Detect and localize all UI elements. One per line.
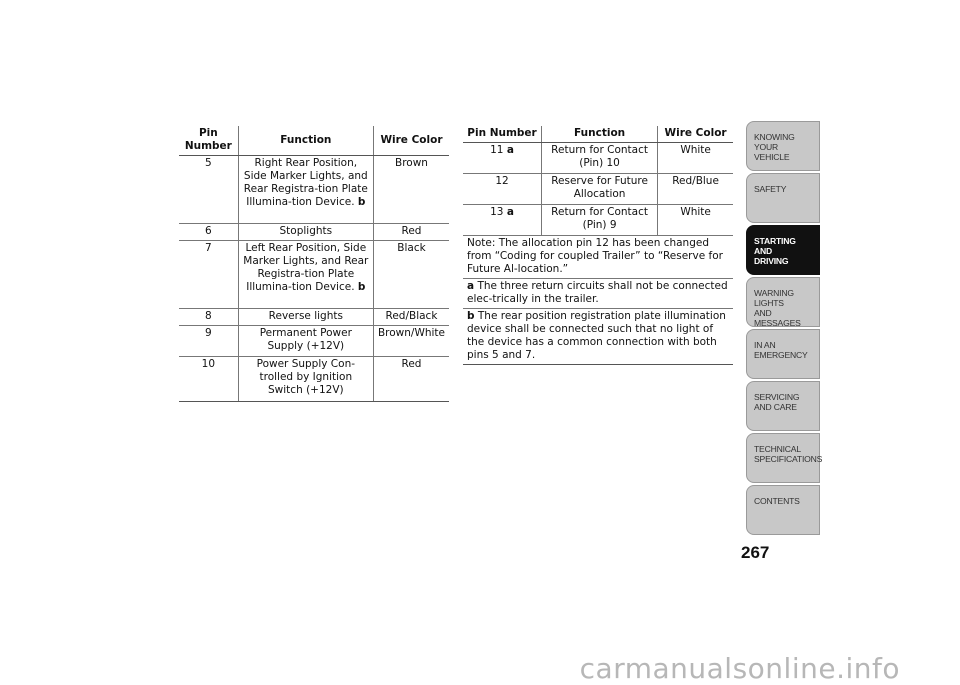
footnote-row [463,309,733,365]
pin-cell: 6 [179,224,238,241]
pin-table-left [179,126,449,402]
function-cell: Power Supply Con-trolled by Ignition Switch (+12V) [238,357,373,402]
function-cell: Right Rear Position, Side Marker Lights, and Rear Registra-tion Plate Illumina-tion Device. b [238,156,373,224]
function-cell: Stoplights [238,224,373,241]
tab-starting-and-driving[interactable]: STARTING AND DRIVING [746,225,820,275]
tab-knowing-your-vehicle[interactable]: KNOWING YOUR VEHICLE [746,121,820,171]
pin-cell: 10 [179,357,238,402]
pin-table-right [463,126,733,365]
wire-color-cell: White [658,143,733,174]
header-pin-number: Pin Number [179,126,238,156]
table-row [179,326,449,357]
function-cell: Left Rear Position, Side Marker Lights, and Rear Registra-tion Plate Illumina-tion Device. b [238,241,373,309]
header-function: Function [542,126,658,143]
footnote-a: a The three return circuits shall not be connected elec-trically in the trailer. [463,279,733,309]
footnote-row [463,279,733,309]
pin-cell: 5 [179,156,238,224]
pin-cell: 7 [179,241,238,309]
pin-cell: 13 a [463,205,542,236]
wire-color-cell: Red/Blue [658,174,733,205]
wire-color-cell: Brown/White [373,326,449,357]
wire-color-cell: Red/Black [373,309,449,326]
table-row [463,174,733,205]
page-number: 267 [741,543,770,562]
wire-color-cell: Brown [373,156,449,224]
pin-cell: 9 [179,326,238,357]
table-row [179,156,449,224]
tab-technical-specifications[interactable]: TECHNICAL SPECIFICATIONS [746,433,820,483]
header-wire-color: Wire Color [373,126,449,156]
function-cell: Permanent Power Supply (+12V) [238,326,373,357]
function-cell: Reserve for Future Allocation [542,174,658,205]
header-function: Function [238,126,373,156]
wire-color-cell: White [658,205,733,236]
header-wire-color: Wire Color [658,126,733,143]
table-row [179,224,449,241]
table-row [463,143,733,174]
tab-contents[interactable]: CONTENTS [746,485,820,535]
table-row [463,205,733,236]
pin-cell: 11 a [463,143,542,174]
function-cell: Return for Contact (Pin) 10 [542,143,658,174]
tab-in-an-emergency[interactable]: IN AN EMERGENCY [746,329,820,379]
wire-color-cell: Red [373,224,449,241]
function-cell: Reverse lights [238,309,373,326]
tab-safety[interactable]: SAFETY [746,173,820,223]
watermark: carmanualsonline.info [579,652,900,685]
tab-warning-lights-and-messages[interactable]: WARNING LIGHTS AND MESSAGES [746,277,820,327]
note-row [463,236,733,279]
footnote-b: b The rear position registration plate illumination device shall be connected such that no light of the device has a common connection with both pins 5 and 7. [463,309,733,365]
table-row [179,309,449,326]
chapter-tabs [746,121,823,537]
pin-cell: 12 [463,174,542,205]
table-note: Note: The allocation pin 12 has been changed from “Coding for coupled Trailer” to “Reserve for Future Al-location.” [463,236,733,279]
wire-color-cell: Black [373,241,449,309]
header-pin-number: Pin Number [463,126,542,143]
table-row [179,241,449,309]
table-row [179,357,449,402]
function-cell: Return for Contact (Pin) 9 [542,205,658,236]
tab-servicing-and-care[interactable]: SERVICING AND CARE [746,381,820,431]
wire-color-cell: Red [373,357,449,402]
pin-cell: 8 [179,309,238,326]
